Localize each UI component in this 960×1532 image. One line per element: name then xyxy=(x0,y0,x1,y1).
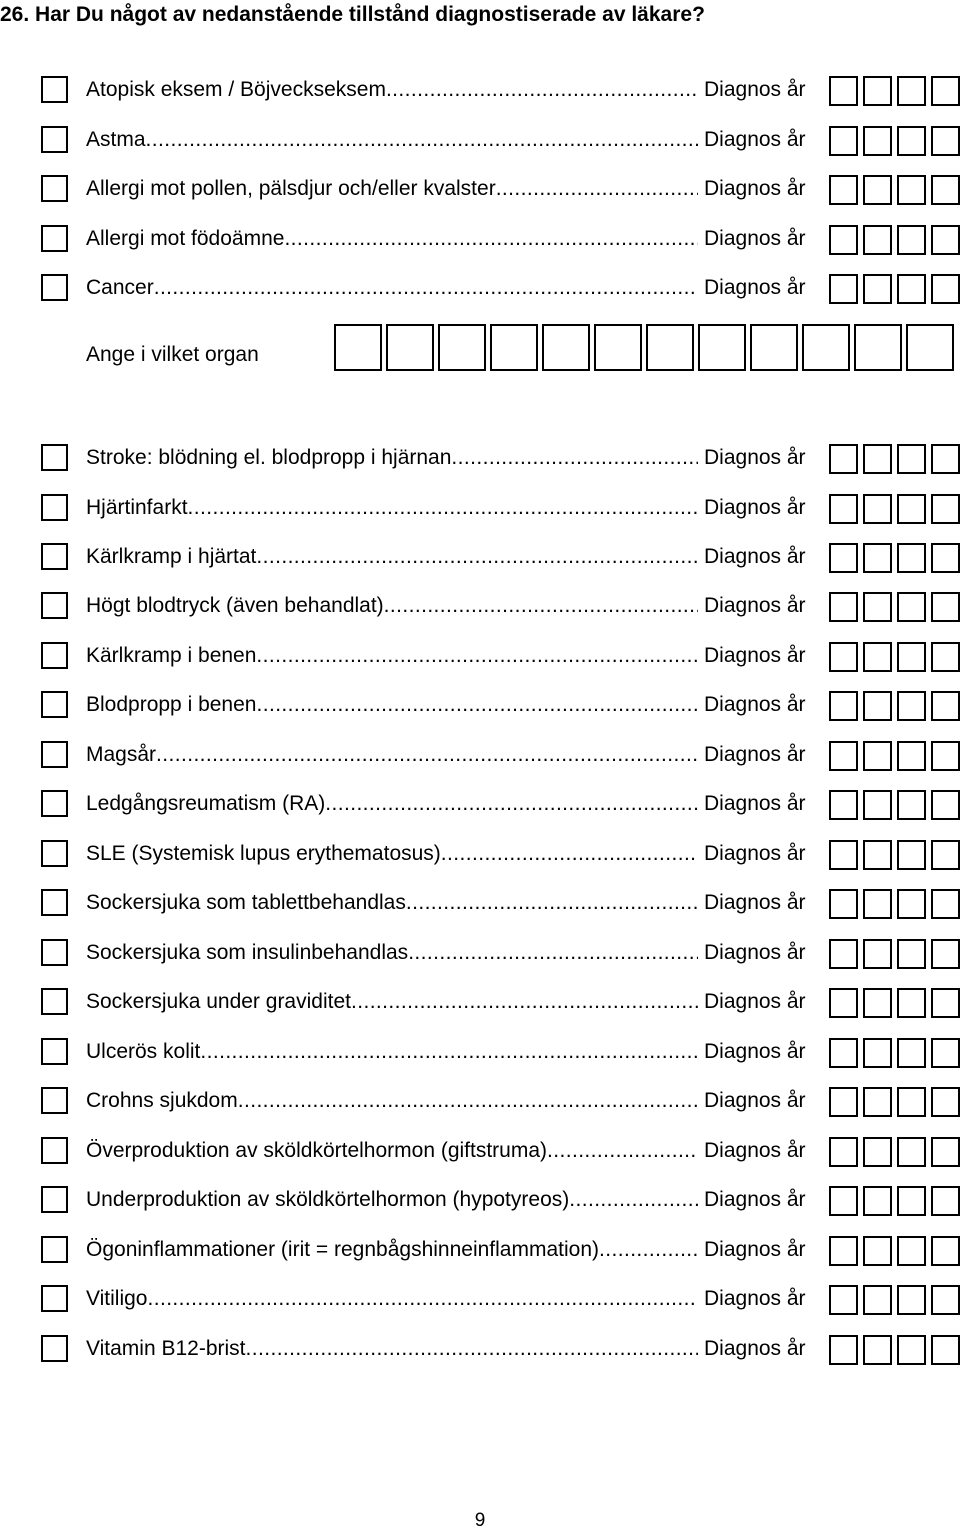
diagnos-year-label: Diagnos år xyxy=(704,891,806,914)
condition-checkbox[interactable] xyxy=(41,225,68,252)
condition-checkbox[interactable] xyxy=(41,790,68,817)
condition-row xyxy=(0,691,960,721)
condition-row xyxy=(0,741,960,771)
condition-checkbox[interactable] xyxy=(41,76,68,103)
condition-label: Ögoninflammationer (irit = regnbågshinneinflammation) ..... xyxy=(86,1237,698,1263)
condition-label: Allergi mot pollen, pälsdjur och/eller kvalster ..... xyxy=(86,176,698,202)
year-digit-box[interactable] xyxy=(931,1038,960,1068)
year-digit-box[interactable] xyxy=(829,1038,858,1068)
year-digit-box[interactable] xyxy=(897,741,926,771)
diagnos-year-label: Diagnos år xyxy=(704,594,806,617)
year-digit-box[interactable] xyxy=(863,1285,892,1315)
year-digit-box[interactable] xyxy=(897,1186,926,1216)
diagnos-year-label: Diagnos år xyxy=(704,276,806,299)
condition-row xyxy=(0,543,960,573)
condition-label: Stroke: blödning el. blodpropp i hjärnan ..... xyxy=(86,445,698,471)
diagnos-year-label: Diagnos år xyxy=(704,227,806,250)
diagnos-year-label: Diagnos år xyxy=(704,1287,806,1310)
year-digit-box[interactable] xyxy=(863,543,892,573)
organ-label: Ange i vilket organ xyxy=(86,343,259,366)
condition-label: Sockersjuka som insulinbehandlas ..... xyxy=(86,940,698,966)
condition-label: Överproduktion av sköldkörtelhormon (giftstruma) ..... xyxy=(86,1138,698,1164)
year-digit-box[interactable] xyxy=(897,691,926,721)
diagnos-year-label: Diagnos år xyxy=(704,990,806,1013)
condition-checkbox[interactable] xyxy=(41,175,68,202)
condition-label: Kärlkramp i hjärtat ..... xyxy=(86,544,698,570)
year-digit-box[interactable] xyxy=(897,840,926,870)
condition-label: Crohns sjukdom ..... xyxy=(86,1088,698,1114)
year-digit-box[interactable] xyxy=(829,543,858,573)
condition-checkbox[interactable] xyxy=(41,988,68,1015)
year-digit-box[interactable] xyxy=(931,592,960,622)
diagnos-year-label: Diagnos år xyxy=(704,1139,806,1162)
year-digit-box[interactable] xyxy=(829,790,858,820)
page-number: 9 xyxy=(474,1510,486,1531)
year-digit-box[interactable] xyxy=(931,988,960,1018)
condition-label: Atopisk eksem / Böjveckseksem ..... xyxy=(86,77,698,103)
condition-label: Magsår ..... xyxy=(86,742,698,768)
year-digit-box[interactable] xyxy=(863,444,892,474)
diagnos-year-label: Diagnos år xyxy=(704,1089,806,1112)
condition-row xyxy=(0,1087,960,1117)
year-digit-box[interactable] xyxy=(829,274,858,304)
year-digit-box[interactable] xyxy=(931,444,960,474)
condition-row xyxy=(0,494,960,524)
year-digit-box[interactable] xyxy=(931,1186,960,1216)
organ-letter-box[interactable] xyxy=(594,324,642,371)
year-digit-box[interactable] xyxy=(863,225,892,255)
condition-row xyxy=(0,1137,960,1167)
year-digit-box[interactable] xyxy=(897,225,926,255)
condition-checkbox[interactable] xyxy=(41,592,68,619)
condition-label: Vitamin B12-brist ..... xyxy=(86,1336,698,1362)
condition-row xyxy=(0,939,960,969)
year-digit-box[interactable] xyxy=(863,939,892,969)
year-digit-box[interactable] xyxy=(829,741,858,771)
organ-letter-box[interactable] xyxy=(542,324,590,371)
diagnos-year-label: Diagnos år xyxy=(704,78,806,101)
year-digit-box[interactable] xyxy=(863,642,892,672)
year-digit-box[interactable] xyxy=(863,1137,892,1167)
condition-row xyxy=(0,1186,960,1216)
condition-checkbox[interactable] xyxy=(41,840,68,867)
year-digit-box[interactable] xyxy=(897,988,926,1018)
year-digit-box[interactable] xyxy=(829,840,858,870)
condition-checkbox[interactable] xyxy=(41,1335,68,1362)
year-digit-box[interactable] xyxy=(897,1087,926,1117)
condition-label: Ledgångsreumatism (RA) ..... xyxy=(86,791,698,817)
condition-checkbox[interactable] xyxy=(41,543,68,570)
diagnos-year-label: Diagnos år xyxy=(704,496,806,519)
year-digit-box[interactable] xyxy=(829,642,858,672)
condition-checkbox[interactable] xyxy=(41,1137,68,1164)
condition-label: Högt blodtryck (även behandlat) ..... xyxy=(86,593,698,619)
year-digit-box[interactable] xyxy=(897,1285,926,1315)
diagnos-year-label: Diagnos år xyxy=(704,1188,806,1211)
diagnos-year-label: Diagnos år xyxy=(704,743,806,766)
year-digit-box[interactable] xyxy=(897,175,926,205)
year-digit-box[interactable] xyxy=(931,1137,960,1167)
year-digit-box[interactable] xyxy=(863,126,892,156)
year-digit-box[interactable] xyxy=(829,889,858,919)
year-digit-box[interactable] xyxy=(829,225,858,255)
condition-label: Underproduktion av sköldkörtelhormon (hypotyreos) ..... xyxy=(86,1187,698,1213)
condition-checkbox[interactable] xyxy=(41,1087,68,1114)
condition-checkbox[interactable] xyxy=(41,444,68,471)
year-digit-box[interactable] xyxy=(931,939,960,969)
diagnos-year-label: Diagnos år xyxy=(704,644,806,667)
diagnos-year-label: Diagnos år xyxy=(704,693,806,716)
condition-row xyxy=(0,642,960,672)
organ-letter-box[interactable] xyxy=(490,324,538,371)
year-digit-box[interactable] xyxy=(931,889,960,919)
year-digit-box[interactable] xyxy=(829,126,858,156)
diagnos-year-label: Diagnos år xyxy=(704,792,806,815)
condition-row xyxy=(0,988,960,1018)
year-digit-box[interactable] xyxy=(863,889,892,919)
diagnos-year-label: Diagnos år xyxy=(704,1337,806,1360)
condition-row xyxy=(0,126,960,156)
year-digit-box[interactable] xyxy=(829,1087,858,1117)
condition-row xyxy=(0,592,960,622)
year-digit-box[interactable] xyxy=(863,691,892,721)
diagnos-year-label: Diagnos år xyxy=(704,1238,806,1261)
condition-checkbox[interactable] xyxy=(41,1285,68,1312)
year-digit-box[interactable] xyxy=(897,274,926,304)
condition-checkbox[interactable] xyxy=(41,126,68,153)
organ-letter-box[interactable] xyxy=(334,324,382,371)
diagnos-year-label: Diagnos år xyxy=(704,1040,806,1063)
year-digit-box[interactable] xyxy=(829,1236,858,1266)
condition-checkbox[interactable] xyxy=(41,494,68,521)
condition-label: Hjärtinfarkt ..... xyxy=(86,495,698,521)
year-digit-box[interactable] xyxy=(897,939,926,969)
year-digit-box[interactable] xyxy=(863,175,892,205)
year-digit-box[interactable] xyxy=(931,840,960,870)
year-digit-box[interactable] xyxy=(863,1038,892,1068)
condition-label: Kärlkramp i benen ..... xyxy=(86,643,698,669)
year-digit-box[interactable] xyxy=(897,494,926,524)
condition-row xyxy=(0,1236,960,1266)
year-digit-box[interactable] xyxy=(897,543,926,573)
year-digit-box[interactable] xyxy=(897,1038,926,1068)
year-digit-box[interactable] xyxy=(931,1087,960,1117)
year-digit-box[interactable] xyxy=(897,592,926,622)
condition-label: SLE (Systemisk lupus erythematosus) ..... xyxy=(86,841,698,867)
condition-checkbox[interactable] xyxy=(41,691,68,718)
year-digit-box[interactable] xyxy=(897,790,926,820)
year-digit-box[interactable] xyxy=(897,444,926,474)
condition-label: Sockersjuka under graviditet ..... xyxy=(86,989,698,1015)
year-digit-box[interactable] xyxy=(863,790,892,820)
diagnos-year-label: Diagnos år xyxy=(704,177,806,200)
diagnos-year-label: Diagnos år xyxy=(704,128,806,151)
condition-checkbox[interactable] xyxy=(41,274,68,301)
year-digit-box[interactable] xyxy=(931,274,960,304)
year-digit-box[interactable] xyxy=(863,840,892,870)
year-digit-box[interactable] xyxy=(829,592,858,622)
organ-letter-box[interactable] xyxy=(906,324,954,371)
year-digit-box[interactable] xyxy=(829,1186,858,1216)
condition-row xyxy=(0,444,960,474)
condition-row xyxy=(0,1038,960,1068)
year-digit-box[interactable] xyxy=(863,988,892,1018)
year-digit-box[interactable] xyxy=(863,1087,892,1117)
organ-letter-box[interactable] xyxy=(750,324,798,371)
year-digit-box[interactable] xyxy=(863,592,892,622)
year-digit-box[interactable] xyxy=(863,274,892,304)
year-digit-box[interactable] xyxy=(931,175,960,205)
diagnos-year-label: Diagnos år xyxy=(704,446,806,469)
year-digit-box[interactable] xyxy=(863,494,892,524)
organ-letter-box[interactable] xyxy=(854,324,902,371)
condition-row xyxy=(0,840,960,870)
year-digit-box[interactable] xyxy=(897,889,926,919)
condition-label: Ulcerös kolit ..... xyxy=(86,1039,698,1065)
condition-row xyxy=(0,1285,960,1315)
year-digit-box[interactable] xyxy=(931,1335,960,1365)
year-digit-box[interactable] xyxy=(829,76,858,106)
condition-row xyxy=(0,225,960,255)
year-digit-box[interactable] xyxy=(829,1137,858,1167)
year-digit-box[interactable] xyxy=(829,1335,858,1365)
year-digit-box[interactable] xyxy=(897,642,926,672)
condition-row xyxy=(0,1335,960,1365)
year-digit-box[interactable] xyxy=(931,741,960,771)
year-digit-box[interactable] xyxy=(863,1335,892,1365)
year-digit-box[interactable] xyxy=(863,741,892,771)
year-digit-box[interactable] xyxy=(863,1236,892,1266)
condition-checkbox[interactable] xyxy=(41,889,68,916)
year-digit-box[interactable] xyxy=(863,76,892,106)
year-digit-box[interactable] xyxy=(931,1285,960,1315)
condition-label: Sockersjuka som tablettbehandlas ..... xyxy=(86,890,698,916)
condition-row xyxy=(0,889,960,919)
year-digit-box[interactable] xyxy=(931,76,960,106)
condition-checkbox[interactable] xyxy=(41,1186,68,1213)
condition-label: Allergi mot födoämne ..... xyxy=(86,226,698,252)
organ-letter-box[interactable] xyxy=(646,324,694,371)
year-digit-box[interactable] xyxy=(829,1285,858,1315)
diagnos-year-label: Diagnos år xyxy=(704,842,806,865)
year-digit-box[interactable] xyxy=(931,790,960,820)
condition-checkbox[interactable] xyxy=(41,642,68,669)
year-digit-box[interactable] xyxy=(897,1236,926,1266)
year-digit-box[interactable] xyxy=(931,225,960,255)
condition-label: Blodpropp i benen ..... xyxy=(86,692,698,718)
organ-letter-box[interactable] xyxy=(386,324,434,371)
year-digit-box[interactable] xyxy=(897,1137,926,1167)
year-digit-box[interactable] xyxy=(897,1335,926,1365)
organ-letter-box[interactable] xyxy=(802,324,850,371)
year-digit-box[interactable] xyxy=(829,988,858,1018)
year-digit-box[interactable] xyxy=(829,175,858,205)
year-digit-box[interactable] xyxy=(829,444,858,474)
year-digit-box[interactable] xyxy=(931,691,960,721)
year-digit-box[interactable] xyxy=(931,543,960,573)
year-digit-box[interactable] xyxy=(897,76,926,106)
year-digit-box[interactable] xyxy=(931,494,960,524)
year-digit-box[interactable] xyxy=(863,1186,892,1216)
year-digit-box[interactable] xyxy=(931,1236,960,1266)
year-digit-box[interactable] xyxy=(931,642,960,672)
year-digit-box[interactable] xyxy=(931,126,960,156)
condition-checkbox[interactable] xyxy=(41,939,68,966)
condition-row xyxy=(0,175,960,205)
question-heading: 26. Har Du något av nedanstående tillstånd diagnostiserade av läkare? xyxy=(0,3,705,26)
diagnos-year-label: Diagnos år xyxy=(704,545,806,568)
condition-row xyxy=(0,790,960,820)
condition-label: Vitiligo ..... xyxy=(86,1286,698,1312)
condition-row xyxy=(0,76,960,106)
condition-checkbox[interactable] xyxy=(41,741,68,768)
organ-letter-box[interactable] xyxy=(438,324,486,371)
condition-row xyxy=(0,274,960,304)
organ-letter-box[interactable] xyxy=(698,324,746,371)
condition-label: Cancer ..... xyxy=(86,275,698,301)
year-digit-box[interactable] xyxy=(829,691,858,721)
condition-checkbox[interactable] xyxy=(41,1038,68,1065)
diagnos-year-label: Diagnos år xyxy=(704,941,806,964)
year-digit-box[interactable] xyxy=(829,939,858,969)
condition-checkbox[interactable] xyxy=(41,1236,68,1263)
year-digit-box[interactable] xyxy=(897,126,926,156)
year-digit-box[interactable] xyxy=(829,494,858,524)
condition-label: Astma ..... xyxy=(86,127,698,153)
